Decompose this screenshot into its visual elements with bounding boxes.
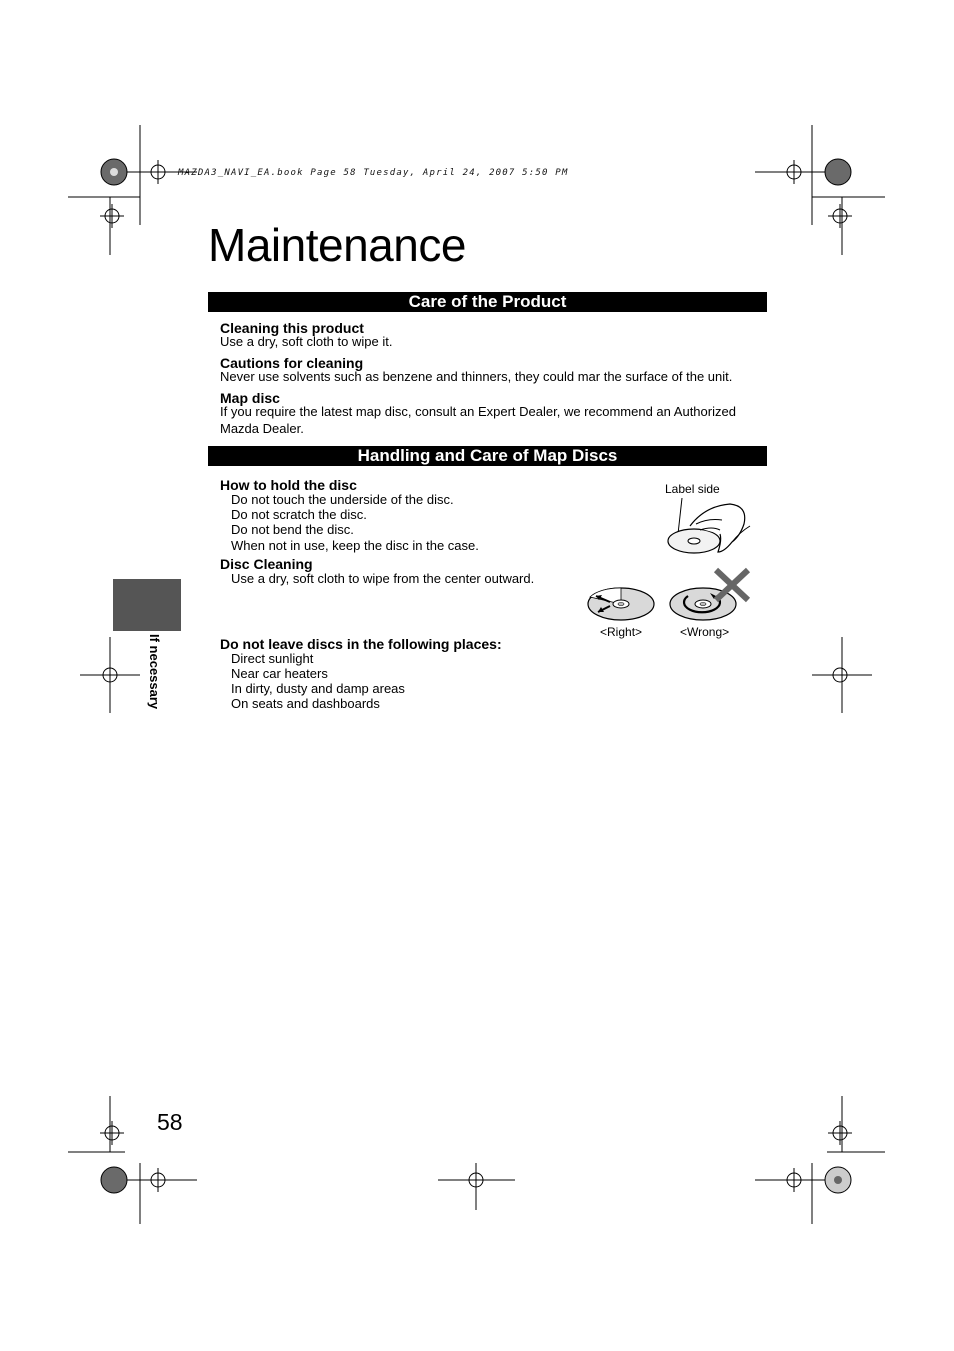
text-disc-cleaning: Use a dry, soft cloth to wipe from the center outward. bbox=[231, 571, 535, 586]
text-map-disc-line1: If you require the latest map disc, consult an Expert Dealer, we recommend an Authorized bbox=[220, 404, 736, 419]
page-title: Maintenance bbox=[208, 219, 466, 271]
page-number: 58 bbox=[157, 1109, 183, 1135]
label-side-caption: Label side bbox=[665, 482, 720, 496]
place-item: Near car heaters bbox=[231, 666, 328, 681]
hold-line: Do not bend the disc. bbox=[231, 522, 354, 537]
heading-disc-cleaning: Disc Cleaning bbox=[220, 556, 313, 572]
right-caption: <Right> bbox=[600, 625, 643, 639]
disc-right-illustration bbox=[586, 585, 656, 625]
heading-cleaning-product: Cleaning this product bbox=[220, 320, 364, 336]
side-tab-label-text: If necessary bbox=[147, 634, 162, 710]
place-item: On seats and dashboards bbox=[231, 696, 380, 711]
side-tab-block bbox=[113, 579, 181, 631]
hand-holding-disc-illustration bbox=[660, 496, 760, 566]
disc-wrong-illustration bbox=[668, 566, 758, 616]
place-item: In dirty, dusty and damp areas bbox=[231, 681, 405, 696]
text-cleaning-product: Use a dry, soft cloth to wipe it. bbox=[220, 334, 393, 349]
section-heading-care: Care of the Product bbox=[208, 292, 767, 312]
hold-line: Do not touch the underside of the disc. bbox=[231, 492, 454, 507]
wrong-caption: <Wrong> bbox=[680, 625, 730, 639]
heading-places: Do not leave discs in the following places: bbox=[220, 636, 502, 652]
heading-cautions: Cautions for cleaning bbox=[220, 355, 364, 371]
text-map-disc-line2: Mazda Dealer. bbox=[220, 421, 304, 436]
heading-map-disc: Map disc bbox=[220, 390, 280, 406]
section-heading-discs: Handling and Care of Map Discs bbox=[208, 446, 767, 466]
print-header: MAZDA3_NAVI_EA.book Page 58 Tuesday, April 24, 2007 5:50 PM bbox=[178, 168, 569, 178]
heading-hold-disc: How to hold the disc bbox=[220, 477, 357, 493]
hold-line: When not in use, keep the disc in the case. bbox=[231, 538, 479, 553]
place-item: Direct sunlight bbox=[231, 651, 314, 666]
text-cautions: Never use solvents such as benzene and thinners, they could mar the surface of the unit. bbox=[220, 369, 733, 384]
side-tab-label bbox=[118, 634, 198, 724]
hold-line: Do not scratch the disc. bbox=[231, 507, 367, 522]
